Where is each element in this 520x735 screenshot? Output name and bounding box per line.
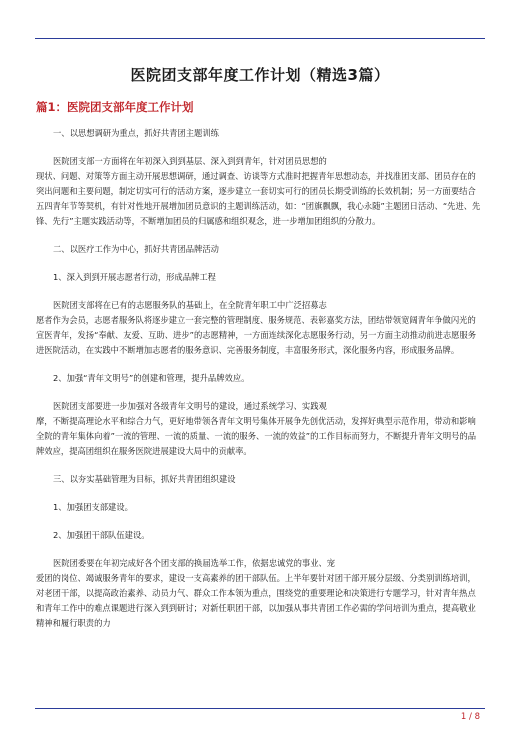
heading-line: 二、以医疗工作为中心，抓好共青团品牌活动 <box>53 244 219 254</box>
paragraph-body: 摩，不断提高理论水平和综合力气，更好地带领各青年文明号集体开展争先创优活动，发挥好典型示范作用，带动和影响全院的青年集体向着”一流的管理、一流的质量、一流的服务、一流的效益”的工作目标而努力，不断提升青年文明号的品牌效应，提高团组织在服务医院进展建设大局中的贡献率。 <box>36 416 477 456</box>
page-number: 1 / 8 <box>460 712 480 722</box>
heading-line: 2、加强“青年文明号”的创建和管理，提升品牌效应。 <box>53 373 250 383</box>
paragraph-first-line: 医院团支部一方面将在年初深入到到基层、深入到到青年，针对团员思想的 <box>53 156 327 166</box>
paragraph-body: 愿者作为会员，志愿者服务队将逐步建立一套完整的管理制度、服务规范、表彰嘉奖方法，团结带领宽阔青年争做闪光的宣医青年，发扬“奉献、友爱、互助、进步”的志愿精神，一方面连续深化志愿服务行动，另一方面主动推动前进志愿服务进医院活动，在实践中不断增加志愿者的服务意识、完善服务制度，丰富服务形式，深化服务内容，形成服务品牌。 <box>36 315 477 355</box>
paragraph-body: 爱团的岗位、竭诚服务青年的要求，建设一支高素养的团干部队伍。上半年要针对团干部开展分层级、分类别训练培训，对老团干部，以提高政治素养、动员力气、群众工作本领为重点，围绕党的重要理论和决策进行专题学习，针对青年热点和青年工作中的难点课题进行深入到到研讨；对新任职团干部，以加强从事共青团工作必需的学问培训为重点，提高敬业精神和履行职责的力 <box>36 573 476 628</box>
paragraph-first-line: 医院团支部要进一步加强对各级青年文明号的建设，通过系统学习、实践观 <box>53 401 327 411</box>
paragraph-first-line: 医院团支部将在已有的志愿服务队的基础上，在全院青年职工中广泛招募志 <box>53 300 327 310</box>
heading-line: 2、加强团干部队伍建设。 <box>53 530 150 540</box>
section-subtitle: 篇1：医院团支部年度工作计划 <box>36 100 194 114</box>
heading-line: 1、加强团支部建设。 <box>53 502 133 512</box>
heading-line: 1、深入到到开展志愿者行动，形成品牌工程 <box>53 272 216 282</box>
document-title: 医院团支部年度工作计划（精选3篇） <box>130 66 390 84</box>
header-rule <box>35 38 485 39</box>
footer-rule <box>35 708 485 709</box>
heading-line: 一、以思想调研为重点，抓好共青团主题训练 <box>53 128 219 138</box>
document-body <box>36 126 484 631</box>
paragraph-first-line: 医院团委要在年初完成好各个团支部的换届选举工作，依据忠诚党的事业、宠 <box>53 558 336 568</box>
heading-line: 三、以夯实基础管理为目标，抓好共青团组织建设 <box>53 474 236 484</box>
paragraph-body: 现状、问题、对策等方面主动开展思想调研，通过调查、访谈等方式准时把握青年思想动态，并找准团支部、团员存在的突出问题和主要问题，制定切实可行的活动方案，逐步建立一套切实可行的团员长期受训练的长效机制；另一方面要结合五四青年节等契机，有针对性地开展增加团员意识的主题训练活动，如：“团旗飘飘，我心永随”主题团日活动、“先进、先锋、先行”主题实践活动等，不断增加团员的归属感和组织观念，进一步增加团组织的分散力。 <box>36 171 481 226</box>
